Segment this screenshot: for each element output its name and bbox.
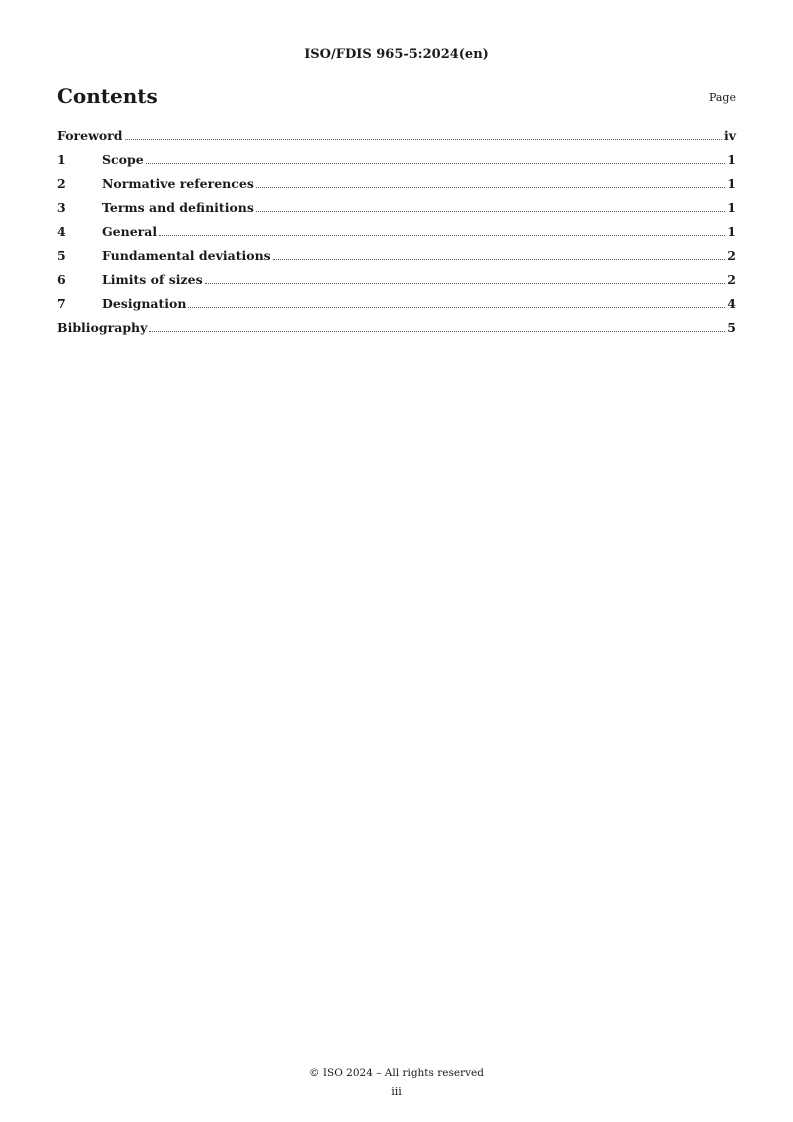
toc-entry-title: Foreword (57, 128, 123, 143)
toc-entry-number: 7 (57, 296, 66, 311)
toc-entry-foreword[interactable] (57, 128, 736, 152)
toc-entry-designation[interactable] (57, 296, 736, 320)
toc-entry-fundamental-deviations[interactable] (57, 248, 736, 272)
toc-entry-page: 4 (727, 296, 736, 311)
toc-entry-scope[interactable] (57, 152, 736, 176)
toc-entry-page: 1 (727, 224, 736, 239)
toc-entry-page: 1 (727, 176, 736, 191)
toc-entry-title: Fundamental deviations (102, 248, 271, 263)
page-column-label: Page (708, 91, 736, 104)
toc-entry-number: 4 (57, 224, 66, 239)
toc-entry-number: 5 (57, 248, 66, 263)
toc-entry-title: General (102, 224, 158, 239)
toc-entry-title: Normative references (102, 176, 254, 191)
toc-entry-title: Limits of sizes (102, 272, 203, 287)
dot-leader (205, 283, 726, 284)
toc-entry-bibliography[interactable] (57, 320, 736, 344)
toc-entry-number: 2 (57, 176, 66, 191)
dot-leader (125, 139, 722, 140)
toc-entry-title: Designation (102, 296, 187, 311)
copyright-notice: © ISO 2024 – All rights reserved (309, 1067, 484, 1079)
toc-entry-number: 6 (57, 272, 66, 287)
toc-entry-general[interactable] (57, 224, 736, 248)
dot-leader (149, 331, 725, 332)
toc-entry-page: 2 (727, 248, 736, 263)
toc-entry-title: Scope (102, 152, 144, 167)
dot-leader (159, 235, 725, 236)
toc-entry-terms-and-definitions[interactable] (57, 200, 736, 224)
toc-entry-number: 1 (57, 152, 66, 167)
toc-entry-page: 1 (727, 152, 736, 167)
dot-leader (256, 211, 725, 212)
contents-heading: Contents (57, 84, 158, 108)
toc-entry-title: Terms and definitions (102, 200, 254, 215)
toc-entry-normative-references[interactable] (57, 176, 736, 200)
toc-entry-title: Bibliography (57, 320, 148, 335)
dot-leader (256, 187, 725, 188)
page-number: iii (391, 1085, 402, 1098)
document-header: ISO/FDIS 965-5:2024(en) (304, 47, 489, 62)
dot-leader (188, 307, 725, 308)
dot-leader (146, 163, 726, 164)
toc-entry-number: 3 (57, 200, 66, 215)
dot-leader (273, 259, 726, 260)
toc-entry-page: 1 (727, 200, 736, 215)
toc-entry-page: 2 (727, 272, 736, 287)
toc-entry-limits-of-sizes[interactable] (57, 272, 736, 296)
toc-entry-page: iv (723, 128, 736, 143)
table-of-contents (57, 128, 736, 344)
toc-entry-page: 5 (727, 320, 736, 335)
